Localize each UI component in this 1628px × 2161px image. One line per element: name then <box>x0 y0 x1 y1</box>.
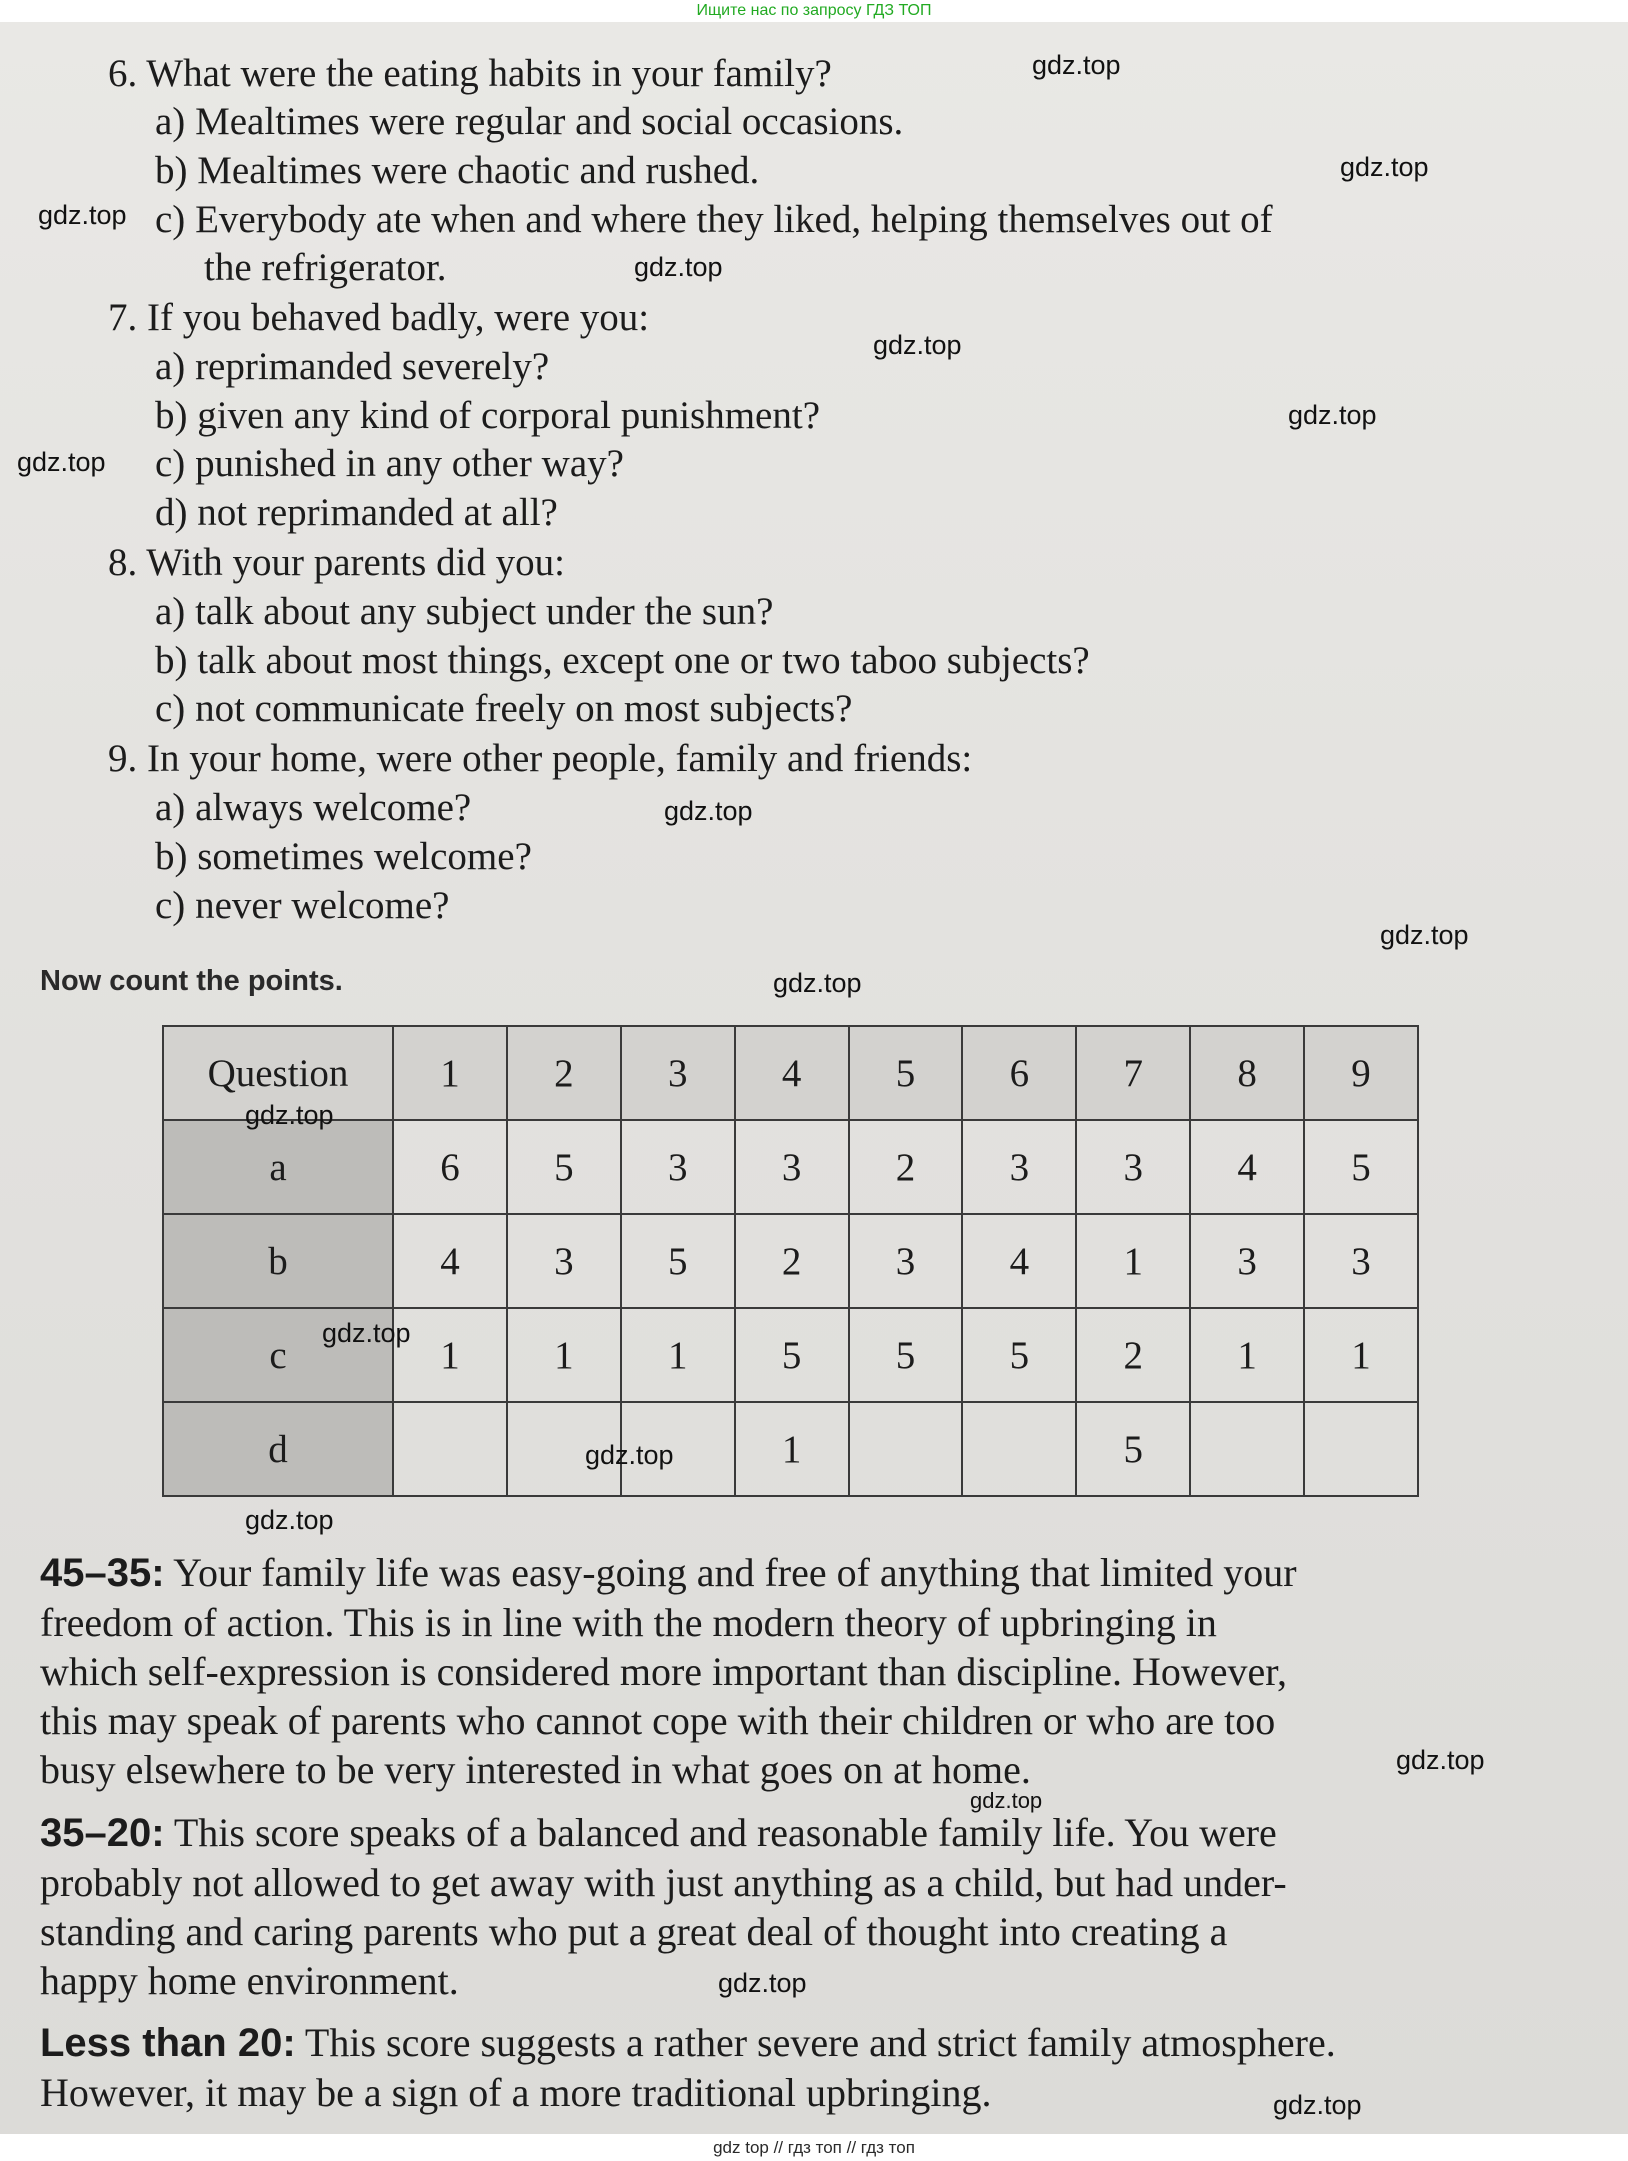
table-cell: 4 <box>393 1214 507 1308</box>
table-cell: 3 <box>849 1214 963 1308</box>
bottom-banner[interactable]: gdz top // гдз топ // гдз топ <box>0 2134 1628 2161</box>
watermark: gdz.top <box>585 1440 674 1470</box>
table-cell: 3 <box>621 1120 735 1214</box>
table-cell: 1 <box>1076 1214 1190 1308</box>
watermark: gdz.top <box>1396 1745 1485 1775</box>
table-cell: 3 <box>1190 1214 1304 1308</box>
table-header-cell: 5 <box>849 1026 963 1120</box>
question-8-option-a: a) talk about any subject under the sun? <box>155 590 774 633</box>
question-8: 8. With your parents did you: <box>108 541 565 584</box>
watermark: gdz.top <box>245 1505 334 1535</box>
table-cell: 1 <box>621 1308 735 1402</box>
count-points-heading: Now count the points. <box>40 965 343 997</box>
table-cell <box>962 1402 1076 1496</box>
table-cell: 5 <box>849 1308 963 1402</box>
question-6-option-c-continued: the refrigerator. <box>204 246 447 289</box>
table-cell: 5 <box>507 1120 621 1214</box>
table-cell: 1 <box>1190 1308 1304 1402</box>
watermark: gdz.top <box>773 968 862 998</box>
row-label-c: c <box>163 1308 393 1402</box>
result-range: 45–35: <box>40 1551 165 1595</box>
question-7: 7. If you behaved badly, were you: <box>108 296 650 339</box>
watermark: gdz.top <box>1032 50 1121 80</box>
table-header-cell: 3 <box>621 1026 735 1120</box>
table-cell <box>1304 1402 1418 1496</box>
result-35-20: 35–20: This score speaks of a balanced and reasonable family life. You were probably not allowed to get away with just anything as a child, but had under- standing and caring parents who put a great deal of thought into creating a happy home environment. <box>40 1810 1287 2003</box>
table-cell: 2 <box>1076 1308 1190 1402</box>
table-header-cell: 4 <box>735 1026 849 1120</box>
top-banner[interactable]: Ищите нас по запросу ГДЗ ТОП <box>0 0 1628 22</box>
table-header-cell: 6 <box>962 1026 1076 1120</box>
table-cell: 4 <box>962 1214 1076 1308</box>
question-7-option-b: b) given any kind of corporal punishment? <box>155 394 821 437</box>
watermark: gdz.top <box>664 796 753 826</box>
watermark: gdz.top <box>1340 152 1429 182</box>
watermark: gdz.top <box>1273 2090 1362 2120</box>
question-9-option-a: a) always welcome? <box>155 786 472 829</box>
table-cell <box>393 1402 507 1496</box>
question-7-option-a: a) reprimanded severely? <box>155 345 550 388</box>
points-table <box>162 1025 1419 1497</box>
table-header-label: Question <box>163 1026 393 1120</box>
result-45-35: 45–35: Your family life was easy-going and free of anything that limited your freedom of action. This is in line with the modern theory of upbringing in which self-expression is considered more important than discipline. However, this may speak of parents who cannot cope with their children or who are too busy elsewhere to be very interested in what goes on at home. <box>40 1550 1297 1792</box>
question-9-option-b: b) sometimes welcome? <box>155 835 532 878</box>
table-cell: 5 <box>1304 1120 1418 1214</box>
result-range: 35–20: <box>40 1811 165 1855</box>
table-cell <box>849 1402 963 1496</box>
question-8-option-c: c) not communicate freely on most subjects? <box>155 687 853 730</box>
watermark: gdz.top <box>873 330 962 360</box>
table-header-cell: 9 <box>1304 1026 1418 1120</box>
table-header-row <box>163 1026 1418 1120</box>
table-cell: 5 <box>621 1214 735 1308</box>
table-cell: 5 <box>1076 1402 1190 1496</box>
question-6-option-b: b) Mealtimes were chaotic and rushed. <box>155 149 760 192</box>
table-cell: 2 <box>849 1120 963 1214</box>
question-9-option-c: c) never welcome? <box>155 884 450 927</box>
question-9: 9. In your home, were other people, family and friends: <box>108 737 973 780</box>
watermark: gdz.top <box>718 1968 807 1998</box>
row-label-a: a <box>163 1120 393 1214</box>
question-7-option-d: d) not reprimanded at all? <box>155 491 558 534</box>
table-cell <box>1190 1402 1304 1496</box>
question-7-option-c: c) punished in any other way? <box>155 442 624 485</box>
watermark: gdz.top <box>970 1788 1043 1813</box>
table-row <box>163 1214 1418 1308</box>
table-cell: 5 <box>735 1308 849 1402</box>
table-cell: 1 <box>507 1308 621 1402</box>
watermark: gdz.top <box>322 1318 411 1348</box>
table-cell: 5 <box>962 1308 1076 1402</box>
table-cell: 3 <box>1076 1120 1190 1214</box>
watermark: gdz.top <box>245 1100 334 1130</box>
table-cell: 3 <box>735 1120 849 1214</box>
table-header-cell: 7 <box>1076 1026 1190 1120</box>
table-cell: 6 <box>393 1120 507 1214</box>
watermark: gdz.top <box>1288 400 1377 430</box>
watermark: gdz.top <box>634 252 723 282</box>
row-label-b: b <box>163 1214 393 1308</box>
table-cell: 1 <box>393 1308 507 1402</box>
table-header-cell: 2 <box>507 1026 621 1120</box>
question-6: 6. What were the eating habits in your family? <box>108 52 832 95</box>
question-8-option-b: b) talk about most things, except one or two taboo subjects? <box>155 639 1090 682</box>
question-6-option-a: a) Mealtimes were regular and social occasions. <box>155 100 904 143</box>
result-less-than-20: Less than 20: This score suggests a rather severe and strict family atmosphere. However, it may be a sign of a more traditional upbringing. <box>40 2020 1336 2115</box>
table-header-cell: 8 <box>1190 1026 1304 1120</box>
watermark: gdz.top <box>1380 920 1469 950</box>
table-cell: 3 <box>507 1214 621 1308</box>
table-header-cell: 1 <box>393 1026 507 1120</box>
table-cell: 2 <box>735 1214 849 1308</box>
table-cell: 3 <box>962 1120 1076 1214</box>
table-cell: 1 <box>1304 1308 1418 1402</box>
table-row <box>163 1120 1418 1214</box>
table-cell: 1 <box>735 1402 849 1496</box>
question-6-option-c: c) Everybody ate when and where they liked, helping themselves out of <box>155 198 1273 241</box>
row-label-d: d <box>163 1402 393 1496</box>
table-cell: 3 <box>1304 1214 1418 1308</box>
result-range: Less than 20: <box>40 2021 296 2065</box>
table-cell: 4 <box>1190 1120 1304 1214</box>
watermark: gdz.top <box>17 447 106 477</box>
watermark: gdz.top <box>38 200 127 230</box>
table-row <box>163 1402 1418 1496</box>
